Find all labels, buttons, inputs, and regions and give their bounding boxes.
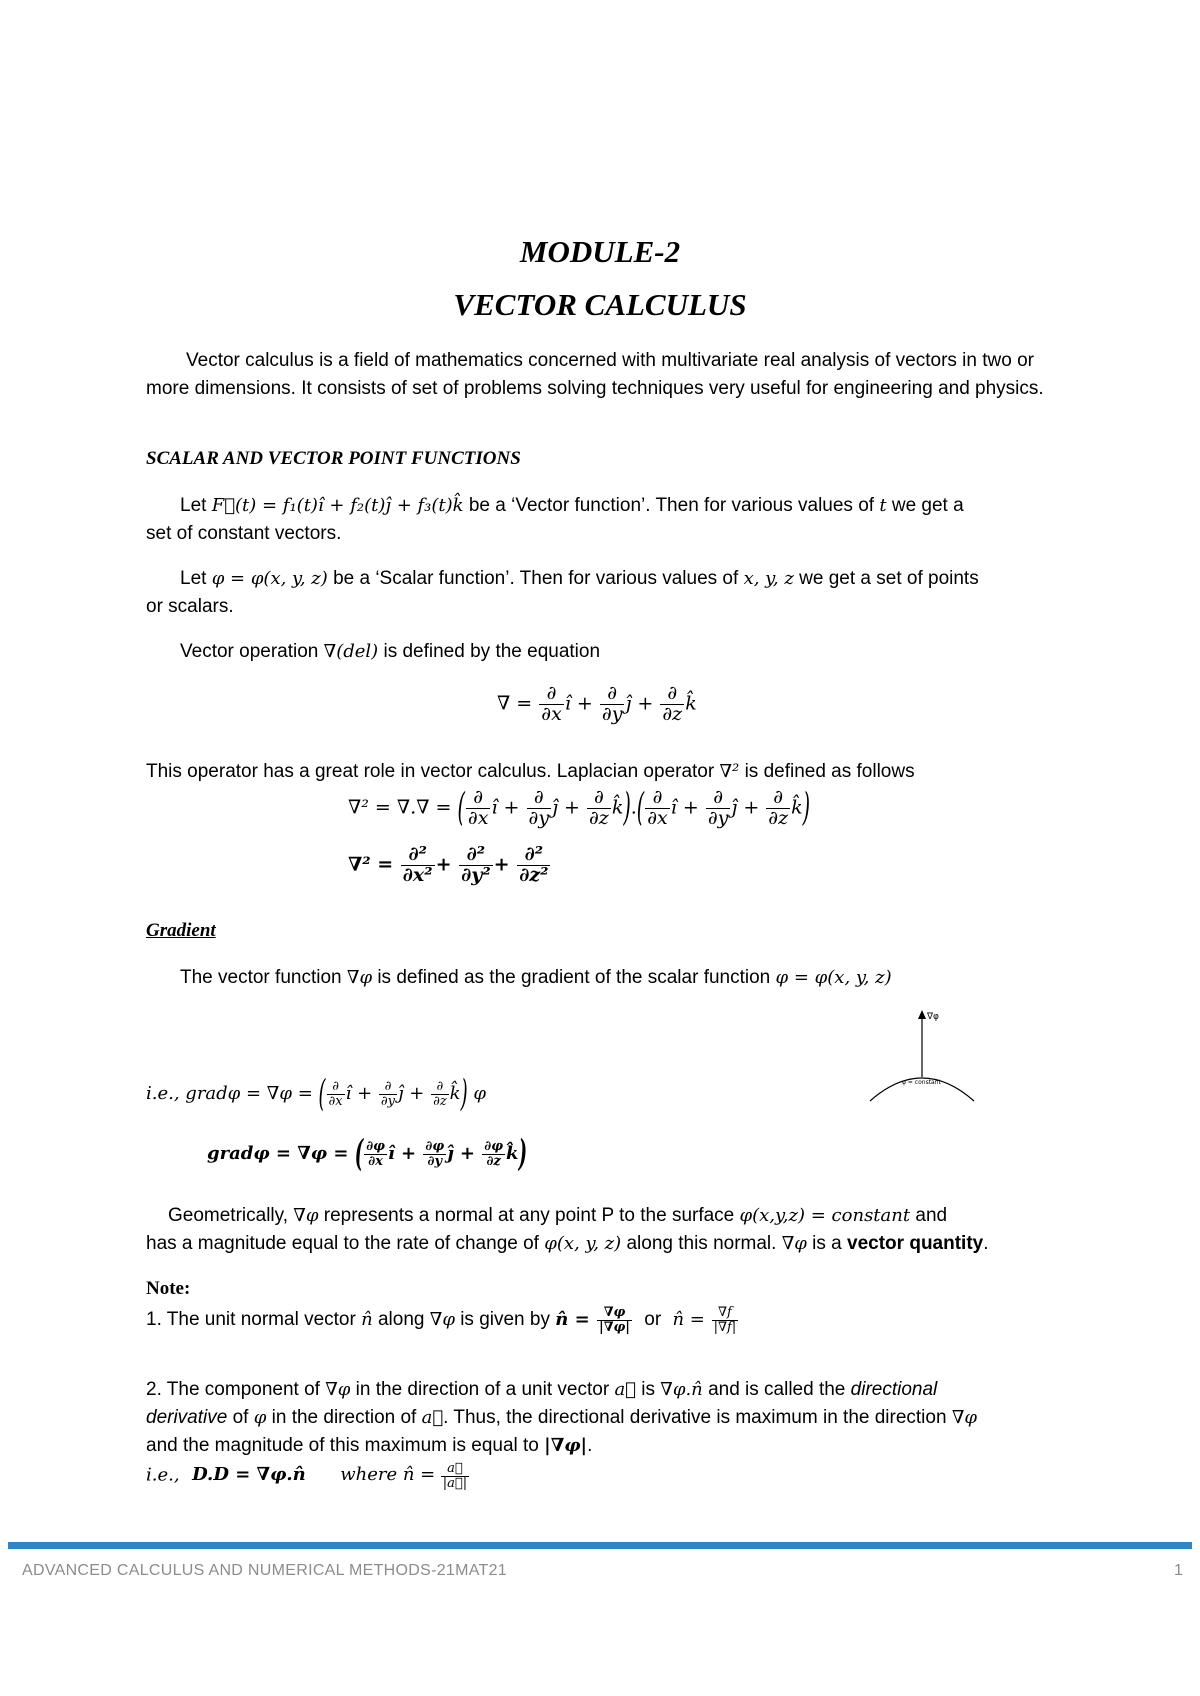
module-title: MODULE-2 [519,234,681,269]
footer-divider [8,1542,1192,1549]
note-2: 2. The component of ∇φ in the direction of a unit vector a⃗ is ∇φ.n̂ and is called the directional derivative of φ in the direction of a⃗. Thus, the directional derivative is maximum in the direction ∇φ and the magnitude of this maximum is equal to |∇φ|. [146,1379,977,1456]
vector-function-paragraph: Let F⃗(t) = f₁(t)î + f₂(t)ĵ + f₃(t)k̂ be a ‘Vector function’. Then for various values of t we get a set of constant vectors. [146,495,964,544]
scalar-function-paragraph: Let φ = φ(x, y, z) be a ‘Scalar function’. Then for various values of x, y, z we get a set of points or scalars. [146,568,979,617]
normal-arrow-head [918,1010,926,1019]
note-heading: Note: [146,1278,191,1299]
surface-label: φ = constant [902,1079,941,1086]
normal-diagram [860,1005,980,1105]
gradient-heading: Gradient [146,920,216,941]
gradient-definition: The vector function ∇φ is defined as the gradient of the scalar function φ = φ(x, y, z) [180,967,892,988]
grad-formula-bold: gradφ = ∇φ = ( $\frac{\partial\varphi}{\partial x}$ î + $\frac{\partial\varphi}{\partial y}$ ĵ + $\frac{\partial\varphi}{\partial z}$ k̂) [207,1133,527,1176]
section-heading-scalar-vector: SCALAR AND VECTOR POINT FUNCTIONS [146,448,521,469]
del-equation: ∇ = $\frac{\partial}{\partial x}$ î + $\frac{\partial}{\partial y}$ ĵ + $\frac{\partial}{\partial z}$ k̂ [497,682,697,725]
laplacian-equation-dot: ∇² = ∇.∇ = ( $\frac{\partial}{\partial x}$ î + $\frac{\partial}{\partial y}$ ĵ + $\frac{\partial}{\partial z}$ k̂).( $\frac{\partial}{\partial x}$ î + $\frac{\partial}{\partial y}$ ĵ + $\frac{\partial}{\partial z}$ k̂) [348,786,811,831]
grad-formula-ie: i.e., gradφ = ∇φ = ( $\frac{\partial}{\partial x}$ î + $\frac{\partial}{\partial y}$ ĵ + $\frac{\partial}{\partial z}$ k̂) φ [146,1073,486,1116]
page-title: VECTOR CALCULUS [453,287,747,322]
intro-paragraph: Vector calculus is a field of mathematics concerned with multivariate real analysis of vectors in two or more dimensions. It consists of set of problems solving techniques very useful for engineering and physics. [146,350,1044,399]
laplacian-equation-bold: ∇² = $\frac{\text{∂²}}{\text{∂x²}}$ + $\frac{\text{∂²}}{\text{∂y²}}$ + $\frac{\text{∂²}}{\text{∂z²}}$ [348,843,549,886]
scalar-function-formula: φ = φ(x, y, z) [211,568,328,589]
directional-derivative-formula: i.e., D.D = ∇φ.n̂ where n̂ = $\frac{a⃗}{|a⃗|}$ [146,1461,468,1491]
laplacian-paragraph: This operator has a great role in vector calculus. Laplacian operator ∇² is defined as follows [146,761,915,782]
footer-course-title: ADVANCED CALCULUS AND NUMERICAL METHODS-21MAT21 [22,1562,508,1579]
page-number: 1 [1174,1562,1184,1579]
del-operator-paragraph: Vector operation ∇(del) is defined by the equation [180,641,601,662]
vector-function-formula: F⃗(t) = f₁(t)î + f₂(t)ĵ + f₃(t)k̂ [211,495,464,516]
normal-arrow-label: ∇φ [927,1012,939,1022]
note-1: 1. The unit normal vector n̂ along ∇φ is given by n̂ = $\frac{\nabla\varphi}{|\nabla\varphi|}$ or n̂ = $\frac{\nabla f}{|\nabla f|}$ [146,1305,737,1335]
geometric-meaning-paragraph: Geometrically, ∇φ represents a normal at any point P to the surface φ(x,y,z) = constant and has a magnitude equal to the rate of change of φ(x, y, z) along this normal. ∇φ is a vector quantity. [146,1205,989,1254]
